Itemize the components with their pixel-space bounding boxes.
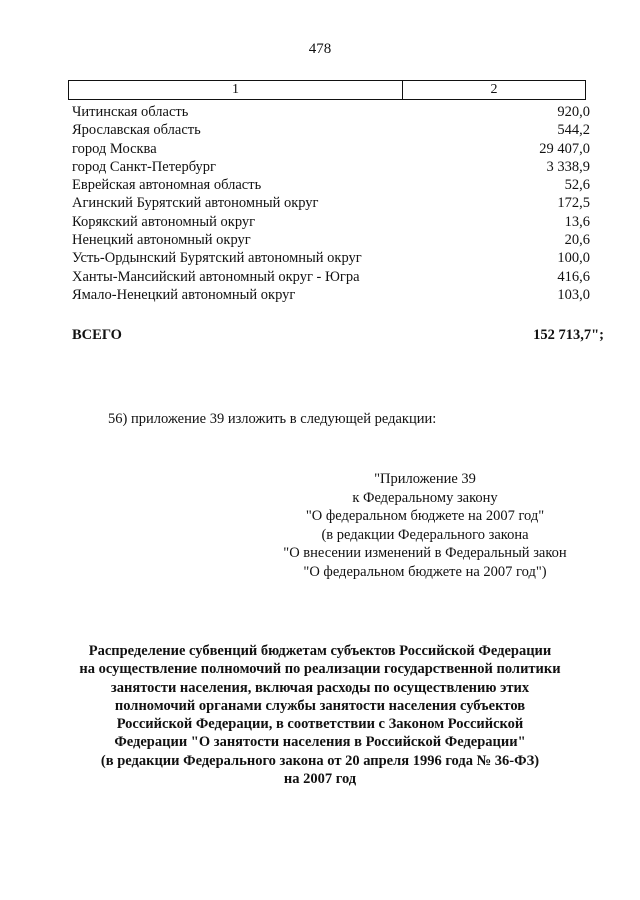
table-row xyxy=(72,121,590,139)
heading-line: занятости населения, включая расходы по осуществлению этих xyxy=(110,679,530,696)
table-row xyxy=(72,103,590,121)
region-name: Агинский Бурятский автономный округ xyxy=(72,195,319,212)
region-name: Ямало-Ненецкий автономный округ xyxy=(72,286,296,303)
table-body xyxy=(72,103,590,304)
table-row xyxy=(72,268,590,286)
region-value: 920,0 xyxy=(557,104,590,120)
table-row xyxy=(72,249,590,267)
total-label: ВСЕГО xyxy=(72,327,122,343)
appendix-line: "О внесении изменений в Федеральный закон xyxy=(283,545,567,561)
heading-line: (в редакции Федерального закона от 20 апреля 1996 года № 36-ФЗ) xyxy=(100,752,540,769)
region-name: Читинская область xyxy=(72,104,189,120)
heading-line: на 2007 год xyxy=(283,771,357,788)
appendix-line: "Приложение 39 xyxy=(374,471,476,487)
amendment-instruction: 56) приложение 39 изложить в следующей редакции: xyxy=(108,411,437,427)
appendix-line: к Федеральному закону xyxy=(352,489,498,506)
section-heading xyxy=(60,642,580,788)
table-row xyxy=(72,231,590,249)
page-number: 478 xyxy=(308,41,332,57)
column-2-header: 2 xyxy=(490,82,498,97)
heading-line: на осуществление полномочий по реализации государственной политики xyxy=(79,661,561,678)
region-value: 103,0 xyxy=(557,286,590,303)
region-name: Усть-Ордынский Бурятский автономный округ xyxy=(72,250,362,267)
heading-line: полномочий органами службы занятости населения субъектов xyxy=(114,697,526,714)
table-column-header xyxy=(68,80,586,100)
total-value: 152 713,7"; xyxy=(533,327,604,343)
region-value: 52,6 xyxy=(564,177,590,194)
table-row xyxy=(72,158,590,176)
region-value: 100,0 xyxy=(557,250,590,267)
region-name: Ярославская область xyxy=(72,122,201,139)
appendix-line: "О федеральном бюджете на 2007 год" xyxy=(305,508,545,524)
appendix-line: "О федеральном бюджете на 2007 год") xyxy=(303,563,547,580)
region-value: 13,6 xyxy=(564,213,590,230)
region-name: город Санкт-Петербург xyxy=(72,158,217,175)
table-row xyxy=(72,286,590,304)
region-value: 544,2 xyxy=(557,122,590,139)
region-name: Корякский автономный округ xyxy=(72,213,256,230)
heading-line: Распределение субвенций бюджетам субъектов Российской Федерации xyxy=(88,643,552,659)
region-value: 3 338,9 xyxy=(546,158,590,175)
heading-line: Российской Федерации, в соответствии с Законом Российской xyxy=(116,716,524,733)
appendix-reference xyxy=(270,470,580,581)
region-value: 172,5 xyxy=(557,195,590,212)
region-name: Еврейская автономная область xyxy=(72,177,262,194)
table-row xyxy=(72,213,590,231)
column-1-header: 1 xyxy=(69,81,403,99)
region-value: 29 407,0 xyxy=(539,140,590,157)
appendix-line: (в редакции Федерального закона xyxy=(321,526,529,543)
table-row xyxy=(72,176,590,194)
region-name: Ненецкий автономный округ xyxy=(72,232,251,249)
table-row xyxy=(72,140,590,158)
heading-line: Федерации "О занятости населения в Российской Федерации" xyxy=(114,734,526,751)
region-name: Ханты-Мансийский автономный округ - Югра xyxy=(72,268,360,285)
region-name: город Москва xyxy=(72,140,157,157)
table-row xyxy=(72,194,590,212)
total-row xyxy=(72,327,604,344)
region-value: 416,6 xyxy=(557,268,590,285)
region-value: 20,6 xyxy=(564,232,590,249)
